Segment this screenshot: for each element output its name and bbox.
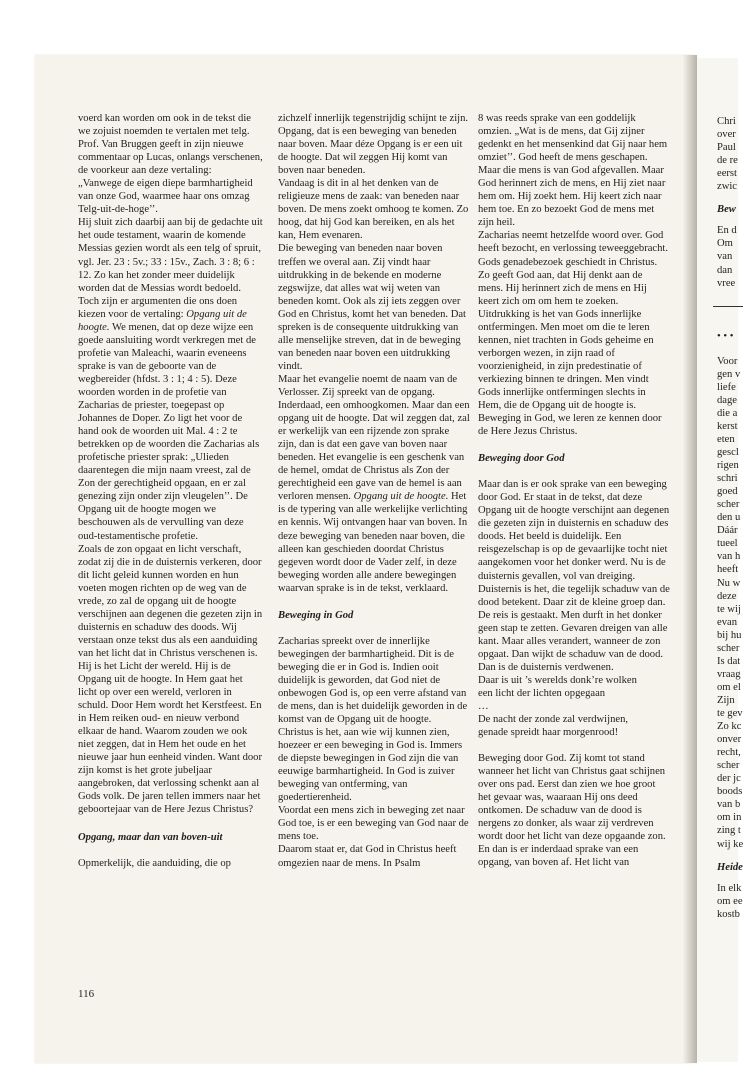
next-page-line: om el xyxy=(717,681,741,693)
poem-line: een licht der lichten opgegaan xyxy=(478,687,606,699)
next-page-line: zwic xyxy=(717,181,737,193)
next-page-line: evan xyxy=(717,616,737,628)
column-2 xyxy=(278,112,470,870)
column-1 xyxy=(78,112,264,870)
text-run: Toch zijn er argumenten die ons doen kiezen voor de vertaling: xyxy=(78,295,238,320)
next-page-line: En d xyxy=(717,225,737,237)
paragraph xyxy=(278,373,470,595)
paragraph: Zoals de zon opgaat en licht verschaft, zodat zij die in de duisternis verkeren, door dit licht geleid kunnen worden en hun voeten mogen richten op de weg van de vrede, zo zal de opgang uit de hoogte verschijnen aan degenen die gezeten zijn in duisternis en schaduw des doods. Wij verstaan onze tekst dus als een aanduiding van het licht dat in Christus verschenen is. Hij is het Licht der wereld. Hij is de Opgang uit de hoogte. In Hem gaat het licht op over een wereld, verloren in schuld. Door Hem wordt het Kerstfeest. En in Hem reiken oud- en nieuw verbond elkaar de hand. Waarom zouden we ook niet zeggen, dat in Hem het oude en het nieuwe jaar hun eenheid vinden. Want door zijn komst is het grote jubeljaar aangebroken, dat verlossing schenkt aan al Gods volk. De jaren tellen immers naar het geboortejaar van de Here Jezus Christus? xyxy=(78,543,263,816)
next-page-line: • • • xyxy=(717,330,734,342)
next-page-line: rigen xyxy=(717,460,739,472)
next-page-line: scher xyxy=(717,642,740,654)
paragraph: voerd kan worden om ook in de tekst die we zojuist noemden te vertalen met telg. Prof. Van Bruggen geeft in zijn nieuwe commentaar op Lucas, onlangs verschenen, de voorkeur aan deze vertaling: xyxy=(78,113,263,177)
page-number: 116 xyxy=(78,988,95,1000)
next-page-line: schri xyxy=(717,473,738,485)
next-page-heading: Heide xyxy=(717,861,743,873)
next-page-line: gescl xyxy=(717,447,739,458)
paragraph: 8 was reeds sprake van een goddelijk omzien. „Wat is de mens, dat Gij zijner gedenkt en het mensenkind dat Gij naar hem omziet’’. God heeft de mens geschapen. Maar die mens is van God afgevallen. Maar God herinnert zich de mens, en Hij ziet naar hem om. Hij zoekt hem. Hij keert zich naar hem toe. En zo bezoekt God de mens met zijn heil. xyxy=(478,113,668,229)
poem-line: … xyxy=(478,700,489,712)
page-gutter xyxy=(683,55,697,1063)
paragraph: Christus is het, aan wie wij kunnen zien, hoezeer er een beweging in God is. Immers de diepste bewegingen in God zijn die van eeuwige barmhartigheid. In God is zuiver beweging van ontferming, van goedertierenheid. xyxy=(278,727,463,804)
next-page-line: Om xyxy=(717,238,733,250)
paragraph: Die beweging van beneden naar boven treffen we overal aan. Zij vindt haar uitdrukking in de bekende en moderne zegswijze, dat alles wat wij weten van beneden komt. Ook als zij iets zeggen over God en Christus, komt het van beneden. Dat spreken is de consequente uitdrukking van alle menselijke streven, dat in de beweging van beneden naar boven een uitdrukking vindt. xyxy=(278,243,467,372)
next-page-line: te wij xyxy=(717,603,741,615)
next-page-line: gen v xyxy=(717,368,741,380)
paragraph: zichzelf innerlijk tegenstrijdig schijnt te zijn. Opgang, dat is een beweging van beneden naar boven. Maar déze Opgang is er een uit de hoogte. Dat wil zeggen Hij komt van boven naar beneden. xyxy=(278,113,469,177)
next-page-line: eten xyxy=(717,433,735,445)
next-page-line: bij hu xyxy=(717,629,742,641)
next-page-line: Voor xyxy=(717,355,738,367)
next-page-line: liefe xyxy=(717,381,736,393)
quotation: „Vanwege de eigen diepe barmhartigheid van onze God, waarmee haar ons omzag Telg-uit-de-hoge’’. xyxy=(78,178,253,216)
next-page-line: heeft xyxy=(717,564,739,576)
next-page-line: eerst xyxy=(717,168,737,180)
paragraph: Maar dan is er ook sprake van een beweging door God. Er staat in de tekst, dat deze Opgang uit de hoogte verschijnt aan degenen die gezeten zijn in duisternis en schaduw des doods. Het beeld is duidelijk. Een reisgezelschap is op de gevaarlijke tocht niet aangekomen voor het donker werd. Nu is de duisternis gevallen, vol van dreiging. Duisternis is het, die tegelijk schaduw van de dood betekent. Daar zit de kleine groep dan. De reis is gestaakt. Men durft in het donker geen stap te zetten. Gevaren dreigen van alle kant. Maar alles verandert, wanneer de zon opgaat. Dan wijkt de schaduw van de dood. Dan is de duisternis verdwenen. xyxy=(478,479,670,673)
next-page-line: van h xyxy=(717,551,741,563)
next-page-line: Paul xyxy=(717,142,736,154)
next-page-line: dan xyxy=(717,264,733,276)
paragraph: Uitdrukking is het van Gods innerlijke ontfermingen. Men moet om die te leren kennen, niet trachten in Gods geheime en verborgen wezen, in zijn raad of voorzienigheid, in zijn predestinatie of verkiezing binnen te dringen. Men vindt Gods innerlijke ontfermingen slechts in Hem, die de Opgang uit de hoogte is. Beweging in God, we leren ze kennen door de Here Jezus Christus. xyxy=(478,308,662,438)
paragraph: Zacharias neemt hetzelfde woord over. God heeft bezocht, en verlossing teweeggebracht. Gods genadebezoek geschiedt in Christus. Zo geeft God aan, dat Hij denkt aan de mens. Hij herinnert zich de mens en Hij keert zich om om hem te zoeken. xyxy=(478,230,669,307)
next-page-line: goed xyxy=(717,486,738,498)
next-page-heading: Bew xyxy=(717,204,736,216)
next-page-line: Nu w xyxy=(717,577,741,589)
next-page-line: der jc xyxy=(717,773,741,785)
next-page-line: scher xyxy=(717,499,740,511)
poem-line: Daar is uit ’s werelds donk’re wolken xyxy=(478,674,637,686)
paragraph: Beweging door God. Zij komt tot stand wanneer het licht van Christus gaat schijnen over ons pad. Eerst dan zien we hoe groot het gevaar was, waaraan Hij ons deed ontkomen. De schaduw van de dood is nergens zo donker, als waar zij verdreven wordt door het licht van deze opgaande zon. xyxy=(478,753,666,843)
text-run: Het is de typering van alle werkelijke verlichting en kennis. Wij ontvangen haar van boven. In deze beweging van beneden naar boven, die alleen kan geschieden doordat Christus gegeven wordt door de Vader zelf, in deze beweging worden alle andere bewegingen waarvan sprake is in de tekst, verklaard. xyxy=(278,491,468,594)
section-heading: Beweging door God xyxy=(478,453,565,465)
next-page-line: onver xyxy=(717,734,742,746)
next-page-line: In elk xyxy=(717,882,742,894)
next-page-line: deze xyxy=(717,590,737,602)
paragraph: Opmerkelijk, die aanduiding, die op xyxy=(78,857,231,869)
column-3 xyxy=(478,112,670,870)
section-heading: Opgang, maar dan van boven-uit xyxy=(78,831,223,843)
next-page-line: de re xyxy=(717,155,738,167)
next-page-line: wij ke xyxy=(717,838,743,850)
paragraph: Hij sluit zich daarbij aan bij de gedachte uit het oude testament, waarin de komende Messias gezien wordt als een telg of spruit, vgl. Jer. 23 : 5v.; 33 : 15v., Zach. 3 : 8; 6 : 12. Zo kan het zonder meer duidelijk worden dat de Messias wordt bedoeld. xyxy=(78,217,263,294)
next-page-line: tueel xyxy=(717,538,738,550)
next-page-line: kostb xyxy=(717,908,740,920)
next-page-line: om ee xyxy=(717,895,743,907)
text-run: Maar het evangelie noemt de naam van de Verlosser. Zij spreekt van de opgang. Inderdaad, een omhoogkomen. Maar dan een opgang uit de hoogte. Dat wil zeggen dat, zal er werkelijk van een rijzende zon sprake zijn, dan is dat een gave van boven naar beneden. Het evangelie is een geschenk van de hemel, omdat de Christus als Zon der gerechtigheid een gave van de hemel is aan verloren mensen. xyxy=(278,373,470,503)
next-page-line: zing t xyxy=(717,825,741,837)
paragraph xyxy=(78,295,264,543)
next-page-line: van xyxy=(717,251,733,263)
next-page-line: dage xyxy=(717,394,737,406)
paragraph: Zacharias spreekt over de innerlijke bewegingen der barmhartigheid. Dit is de beweging die er in God is. Indien ooit duidelijk is geworden, dat God niet de onbewogen God is, op een verre afstand van de mens, dan is het duidelijk geworden in de komst van de Opgang uit de hoogte. xyxy=(278,635,468,726)
next-page-line: om in xyxy=(717,812,742,824)
next-page-line: den u xyxy=(717,512,741,524)
poem-line: De nacht der zonde zal verdwijnen, xyxy=(478,714,629,726)
next-page-line: te gev xyxy=(717,708,743,719)
next-page-line: Zo kc xyxy=(717,721,742,733)
next-page-line: kerst xyxy=(717,420,738,432)
next-page-line: vraag xyxy=(717,668,741,680)
emphasis: Opgang uit de hoogte. xyxy=(78,308,247,333)
next-page-line: Dáár xyxy=(717,525,738,537)
emphasis: Opgang uit de hoogte. xyxy=(353,491,449,503)
adjacent-page-fragment xyxy=(697,58,743,1062)
poem-line: genade spreidt haar morgenrood! xyxy=(478,727,619,739)
paragraph: Voordat een mens zich in beweging zet naar God toe, is er een beweging van God naar de mens toe. xyxy=(278,805,469,843)
next-page-line: scher xyxy=(717,760,740,772)
paragraph: Vandaag is dit in al het denken van de religieuze mens de zaak: van beneden naar boven. De mens zoekt omhoog te komen. Zo hoog, dat hij God kan bereiken, en als het kan, Hem evenaren. xyxy=(278,178,469,242)
paragraph: Daarom staat er, dat God in Christus heeft omgezien naar de mens. In Psalm xyxy=(278,844,457,869)
next-page-line: vree xyxy=(717,277,736,289)
next-page-line: recht, xyxy=(717,747,741,759)
text-run: We menen, dat op deze wijze een goede aansluiting wordt verkregen met de profetie van Maleachi, waarin eveneens sprake is van de geboorte van de wegbereider (hfdst. 3 : 1; 4 : 5). Deze woorden worden in de profetie van Zacharias de priester, toegepast op Johannes de Doper. Zo ligt het voor de hand ook de woorden uit Mal. 4 : 2 te betrekken op de woorden die Zacharias als profetische priester sprak: „Ulieden daarentegen die mijn naam vreest, zal de Zon der gerechtigheid opgaan, en er zal genezing zijn onder zijn vleugelen’’. De Opgang uit de hoogte mogen we beschouwen als de vervulling van deze oud-testamentische profetie. xyxy=(78,321,260,542)
paragraph: En dan is er inderdaad sprake van een opgang, van boven af. Het licht van xyxy=(478,844,639,869)
next-page-line: Is dat xyxy=(717,655,741,667)
divider-rule xyxy=(713,306,743,307)
section-heading: Beweging in God xyxy=(278,609,354,621)
next-page-line: over xyxy=(717,129,736,141)
next-page-line: boods xyxy=(717,786,743,798)
next-page-line: die a xyxy=(717,407,738,419)
next-page-line: Zijn xyxy=(717,694,735,706)
next-page-line: van b xyxy=(717,799,741,811)
next-page-line: Chri xyxy=(717,116,736,127)
